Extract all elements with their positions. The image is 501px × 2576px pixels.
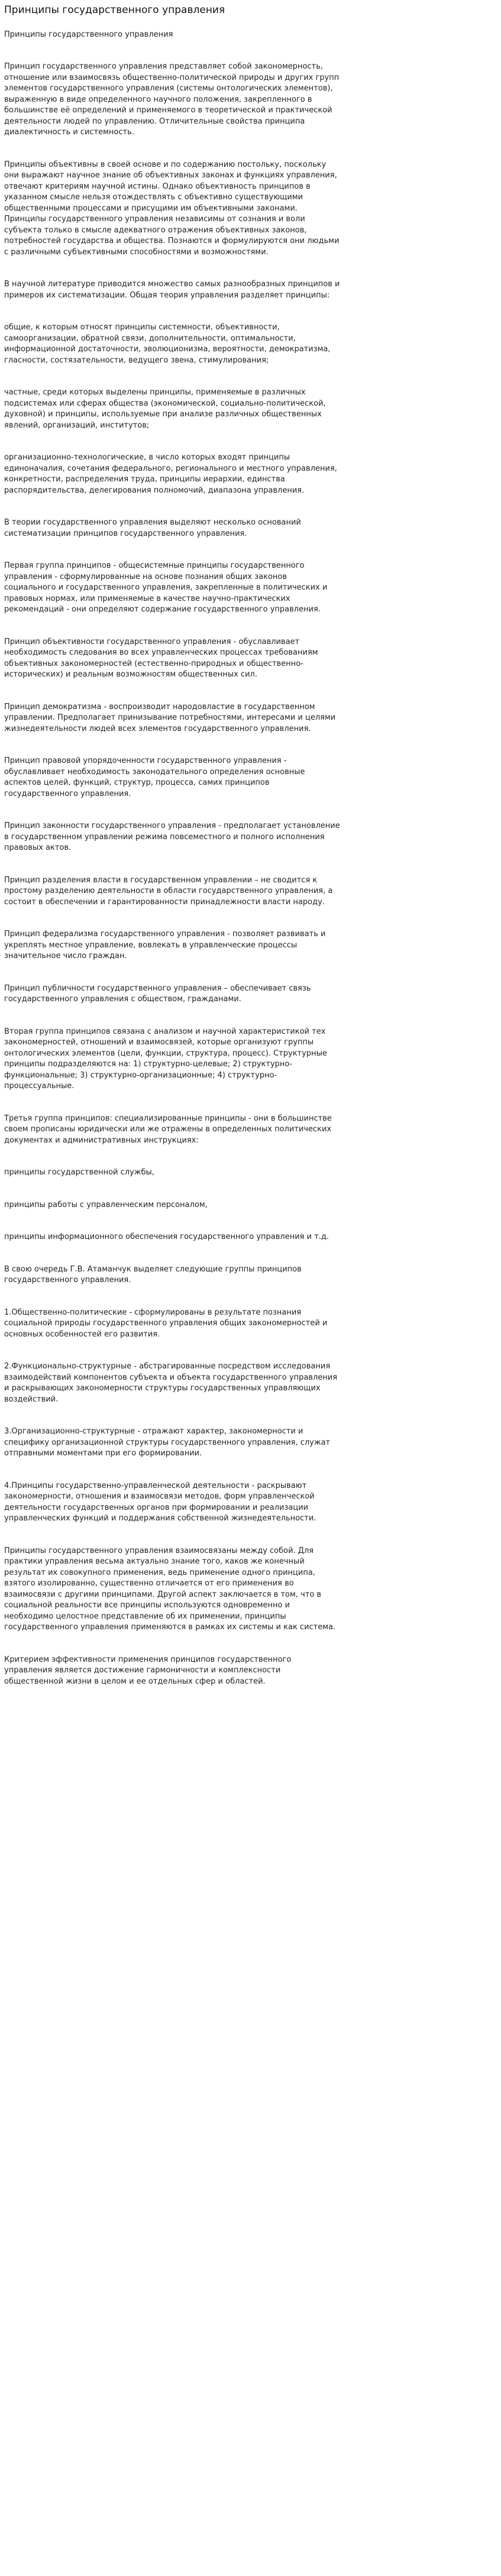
- paragraph: Принцип федерализма государственного управления - позволяет развивать и укреплять местное управление, вовлекать в управленческие процессы значительное число граждан.: [4, 930, 326, 960]
- paragraph: Первая группа принципов - общесистемные принципы государственного управления - сформулированные на основе познания общих законов социального и государственного управления, закрепленные в политических и правовых нормах, или применяемые в качестве научно-практических рекомендаций - они определяют содержание государственного управления.: [4, 561, 328, 614]
- paragraph: Принцип разделения власти в государственном управлении – не сводится к простому разделению деятельности в области государственного управления, а состоит в обеспечении и гарантированности принадлежности власти народу.: [4, 875, 333, 907]
- paragraph: Принцип публичности государственного управления – обеспечивает связь государственного управления с обществом, гражданами.: [4, 983, 311, 1004]
- paragraph: Третья группа принципов: специализированные принципы - они в большинстве своем прописаны юридически или же отражены в определенных политических документах и административных инструкциях:: [4, 1114, 332, 1145]
- paragraph: 1.Общественно-политические - сформулированы в результате познания социальной природы государственного управления общих закономерностей и основных особенностей его развития.: [4, 1308, 328, 1339]
- paragraph: В свою очередь Г.В. Атаманчук выделяет следующие группы принципов государственного управления.: [4, 1264, 302, 1284]
- paragraph: В научной литературе приводится множество самых разнообразных принципов и примеров их систематизации. Общая теория управления разделяет принципы:: [4, 280, 340, 300]
- document-subtitle: Принципы государственного управления: [4, 30, 173, 39]
- paragraph: организационно-технологические, в число которых входят принципы единоначалия, сочетания федерального, регионального и местного управления, конкретности, распределения труда, принципы иерархии, единства распорядительства, делегирования полномочий, диапазона управления.: [4, 453, 337, 495]
- paragraph: частные, среди которых выделены принципы, применяемые в различных подсистемах или сферах общества (экономической, социально-политической, духовной) и принципы, используемые при анализе различных общественных явлений, организаций, институтов;: [4, 388, 326, 430]
- paragraph: 2.Функционально-структурные - абстрагированные посредством исследования взаимодействий компонентов субъекта и объекта государственного управления и раскрывающих закономерности структуры государственных управляющих воздействий.: [4, 1362, 338, 1404]
- paragraph: Принципы объективны в своей основе и по содержанию постольку, поскольку они выражают научное знание об объективных законах и функциях управления, отвечают критериям научной истины. Однако объективность принципов в указанном смысле нельзя отождествлять с объективно существующими общественными процессами и присущими им объективными законами. Принципы государственного управления независимы от сознания и воли субъекта только в смысле адекватного отражения объективных законов, потребностей государства и общества. Познаются и формулируются они людьми с различными субъективными способностями и возможностями.: [4, 160, 340, 257]
- paragraph: Критерием эффективности применения принципов государственного управления является достижение гармоничности и комплексности общественной жизни в целом и ее отдельных сфер и областей.: [4, 1655, 292, 1686]
- paragraph: Принцип объективности государственного управления - обуславливает необходимость следования во всех управленческих процессах требованиям объективных закономерностей (естественно-природных и общественно- исторических) и реальным возможностям общественных сил.: [4, 637, 318, 679]
- paragraph: Вторая группа принципов связана с анализом и научной характеристикой тех закономерностей, отношений и взаимосвязей, которые организуют группы онтологических элементов (цели, функции, структура, процесс). Структурные принципы подразделяются на: 1) структурно-целевые; 2) структурно- функциональные; 3) структурно-организационные; 4) структурно- процессуальные.: [4, 1027, 327, 1090]
- paragraph: Принцип демократизма - воспроизводит народовластие в государственном управлении. Предполагает принизывание потребностями, интересами и целями жизнедеятельности людей всех элементов государственного управления.: [4, 702, 336, 733]
- paragraph: принципы государственной службы,: [4, 1168, 154, 1177]
- paragraph: общие, к которым относят принципы системности, объективности, самоорганизации, обратной связи, дополнительности, оптимальности, информационной достаточности, эволюционизма, вероятности, демократизма, гласности, состязательности, ведущего звена, стимулирования;: [4, 323, 331, 365]
- paragraph: 4.Принципы государственно-управленческой деятельности - раскрывают закономерности, отношения и взаимосвязи методов, форм управленческой деятельности государственных органов при формировании и реализации управленческих функций и поддержания собственной жизнедеятельности.: [4, 1481, 316, 1523]
- paragraph: принципы работы с управленческим персоналом,: [4, 1200, 208, 1209]
- paragraph: Принцип правовой упорядоченности государственного управления - обуславливает необходимость законодательного определения основные аспектов целей, функций, структур, процесса, самих принципов государственного управления.: [4, 756, 305, 798]
- document-body: [4, 62, 497, 1687]
- paragraph: Принцип законности государственного управления - предполагает установление в государственном управлении режима повсеместного и полного исполнения правовых актов.: [4, 821, 340, 852]
- paragraph: В теории государственного управления выделяют несколько оснований систематизации принципов государственного управления.: [4, 518, 301, 538]
- paragraph: Принципы государственного управления взаимосвязаны между собой. Для практики управления весьма актуально знание того, каков же конечный результат их совокупного применения, ведь применение одного принципа, взятого изолированно, существенно отличается от его применения во взаимосвязи с другими принципами. Другой аспект заключается в том, что в социальной реальности все принципы используются одновременно и необходимо целостное представление об их применении, принципы государственного управления применяются в рамках их системы и как система.: [4, 1546, 336, 1632]
- paragraph: принципы информационного обеспечения государственного управления и т.д.: [4, 1232, 329, 1241]
- paragraph: 3.Организационно-структурные - отражают характер, закономерности и специфику организационной структуры государственного управления, служат отправными моментами при его формировании.: [4, 1427, 331, 1458]
- page-title: Принципы государственного управления: [4, 4, 225, 16]
- paragraph: Принцип государственного управления представляет собой закономерность, отношение или взаимосвязь общественно-политической природы и других групп элементов государственного управления (системы онтологических элементов), выраженную в виде определенного научного положения, закрепленного в большинстве её определений и применяемого в теоретической и практической деятельности людей по управлению. Отличительные свойства принципа диалектичность и системность.: [4, 62, 340, 137]
